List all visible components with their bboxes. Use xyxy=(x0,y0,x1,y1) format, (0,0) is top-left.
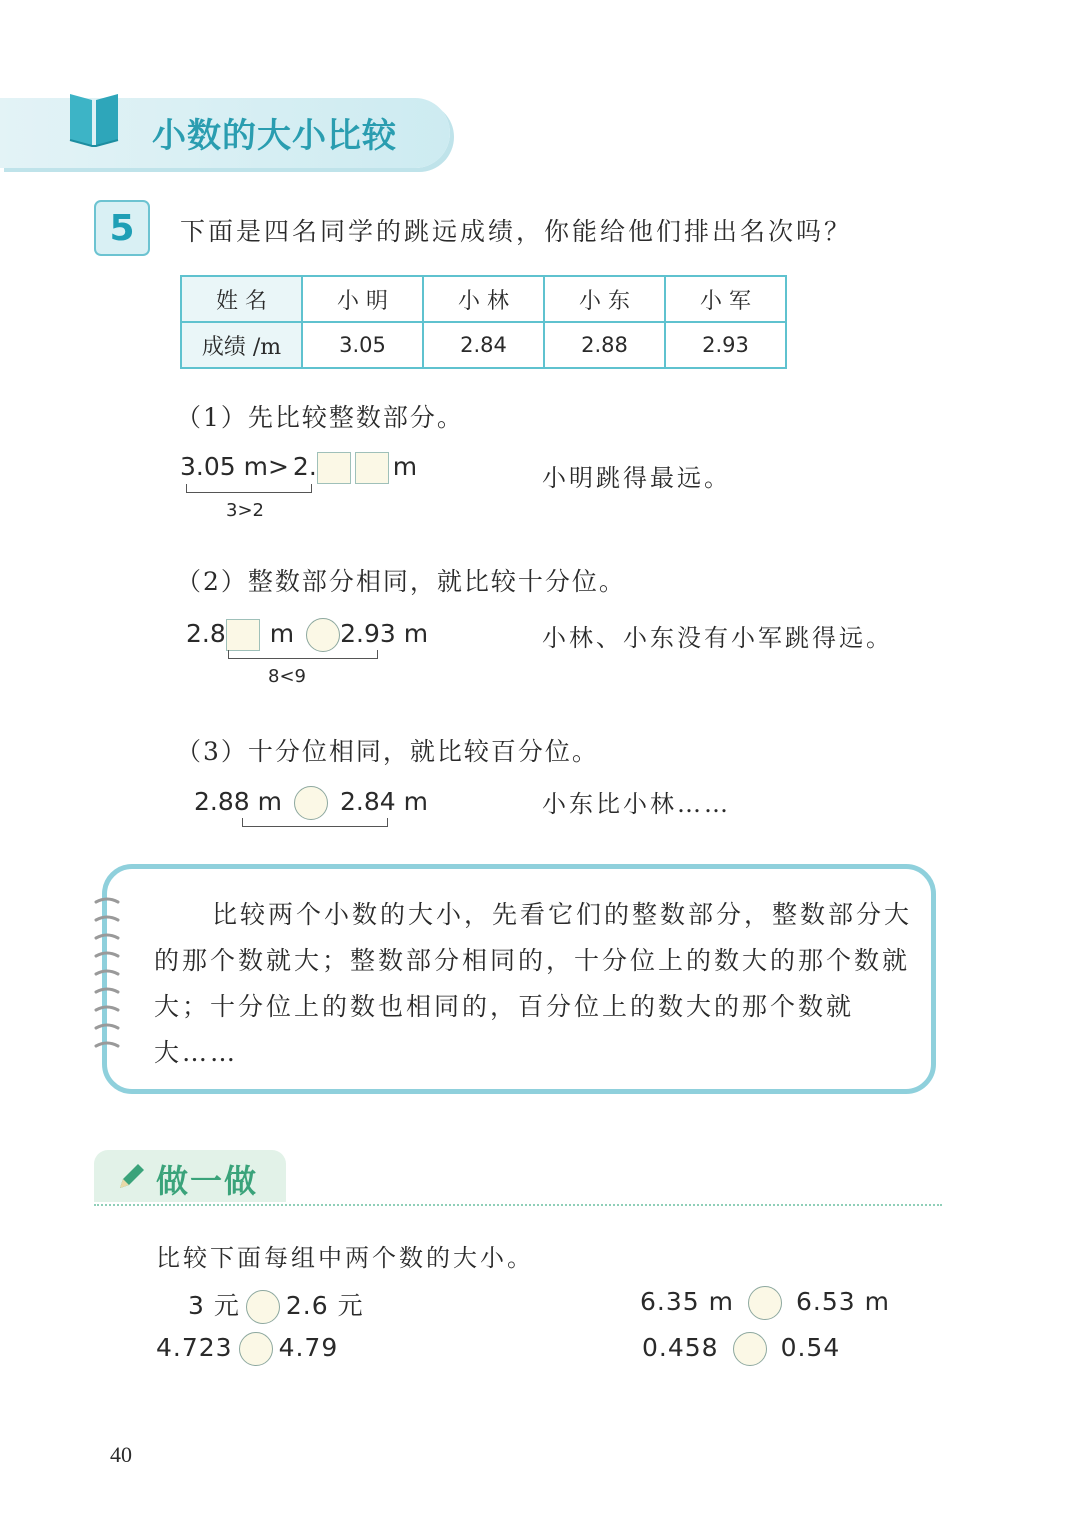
step2-note: 小林、小东没有小军跳得远。 xyxy=(542,624,893,652)
step2-hint: 8<9 xyxy=(268,666,306,687)
scores-table xyxy=(180,275,787,369)
table-cell: 2.88 xyxy=(544,322,665,368)
step1-note: 小明跳得最远。 xyxy=(542,464,731,492)
answer-box[interactable] xyxy=(226,619,260,651)
step3-bracket xyxy=(242,818,388,827)
table-header-score: 成绩 /m xyxy=(181,322,302,368)
item-right: 6.53 m xyxy=(795,1287,890,1316)
item-right: 2.6 元 xyxy=(285,1291,364,1320)
step1-right-int: 2. xyxy=(292,452,317,481)
table-header-name: 姓 名 xyxy=(181,276,302,322)
table-cell: 小 明 xyxy=(302,276,423,322)
compare-circle[interactable] xyxy=(733,1332,767,1366)
example-number-badge: 5 xyxy=(94,200,150,256)
answer-box[interactable] xyxy=(317,452,351,484)
step2-right: 2.93 m xyxy=(340,619,429,648)
divider xyxy=(94,1204,942,1206)
table-cell: 小 军 xyxy=(665,276,786,322)
step3-note: 小东比小林…… xyxy=(542,790,731,818)
step3-left: 2.88 m xyxy=(194,787,282,816)
item-left: 4.723 xyxy=(156,1333,233,1362)
step1-hint: 3>2 xyxy=(226,500,264,521)
step1-expression xyxy=(180,452,417,484)
practice-title: 做一做 xyxy=(156,1162,259,1200)
step1-heading: （1）先比较整数部分。 xyxy=(176,403,464,432)
table-cell: 2.93 xyxy=(665,322,786,368)
item-right: 4.79 xyxy=(278,1333,339,1362)
table-row xyxy=(181,276,786,322)
pencil-icon xyxy=(114,1160,148,1194)
step3-heading: （3）十分位相同，就比较百分位。 xyxy=(176,737,599,766)
step2-unit: m xyxy=(269,619,295,648)
compare-circle[interactable] xyxy=(306,618,340,652)
compare-circle[interactable] xyxy=(246,1290,280,1324)
book-icon xyxy=(66,88,122,148)
rule-paragraph: 比较两个小数的大小，先看它们的整数部分，整数部分大的那个数就大；整数部分相同的，十分位上的数大的那个数就大；十分位上的数也相同的，百分位上的数大的那个数就大…… xyxy=(154,900,913,1067)
compare-circle[interactable] xyxy=(294,786,328,820)
step2-heading: （2）整数部分相同，就比较十分位。 xyxy=(176,567,626,596)
practice-instruction: 比较下面每组中两个数的大小。 xyxy=(156,1244,534,1272)
step1-unit: m xyxy=(392,452,418,481)
item-left: 6.35 m xyxy=(640,1287,734,1316)
step2-expression xyxy=(186,618,428,652)
rule-text xyxy=(154,892,914,1076)
page-title: 小数的大小比较 xyxy=(152,116,397,156)
compare-circle[interactable] xyxy=(748,1286,782,1320)
step1-left: 3.05 m> xyxy=(180,452,289,481)
practice-item xyxy=(642,1332,840,1366)
step3-right: 2.84 m xyxy=(339,787,428,816)
table-cell: 小 东 xyxy=(544,276,665,322)
example-question: 下面是四名同学的跳远成绩，你能给他们排出名次吗？ xyxy=(180,217,853,246)
item-left: 3 元 xyxy=(188,1291,240,1320)
item-right: 0.54 xyxy=(780,1333,841,1362)
page-number: 40 xyxy=(110,1442,132,1467)
table-row xyxy=(181,322,786,368)
compare-circle[interactable] xyxy=(239,1332,273,1366)
item-left: 0.458 xyxy=(642,1333,719,1362)
notebook-spiral-icon xyxy=(92,896,122,1066)
table-cell: 2.84 xyxy=(423,322,544,368)
table-cell: 3.05 xyxy=(302,322,423,368)
step2-left: 2.8 xyxy=(186,619,226,648)
practice-item xyxy=(188,1286,364,1324)
step3-expression xyxy=(194,786,428,820)
practice-item xyxy=(640,1286,890,1320)
practice-item xyxy=(156,1332,338,1366)
answer-box[interactable] xyxy=(355,452,389,484)
table-cell: 小 林 xyxy=(423,276,544,322)
step2-bracket xyxy=(228,650,378,659)
step1-bracket xyxy=(186,484,312,493)
